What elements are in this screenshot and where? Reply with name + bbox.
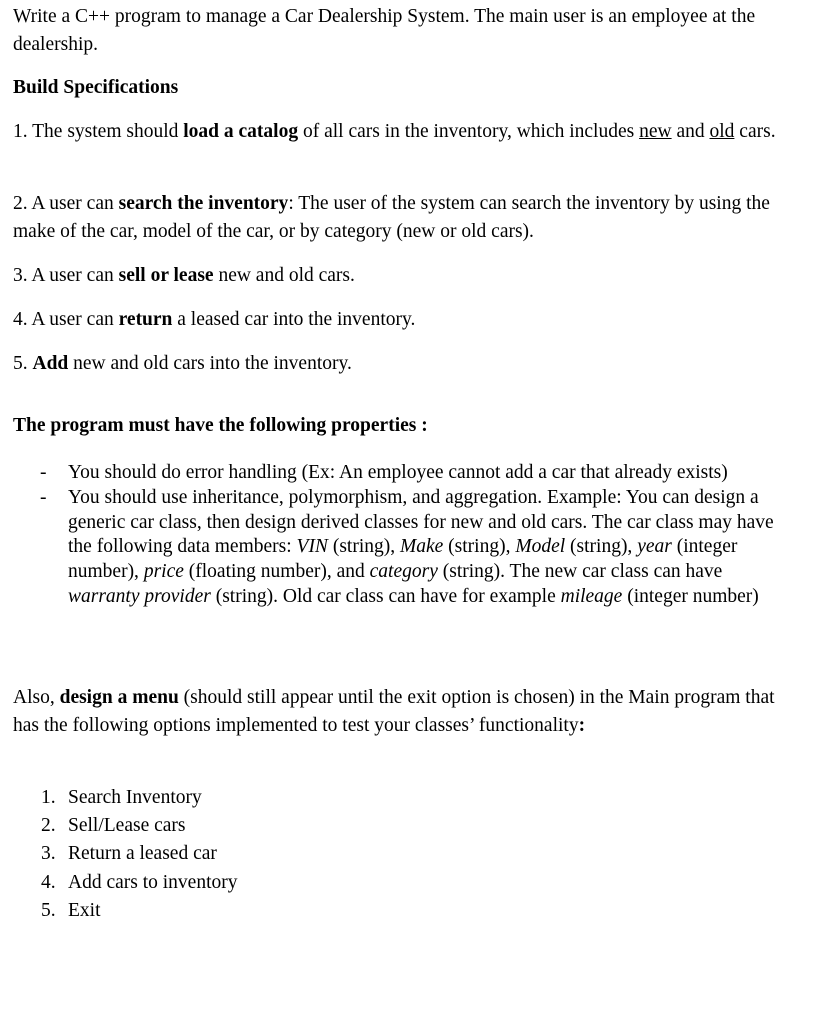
menu-option-number: 2. [41,815,56,837]
menu-option-label: Sell/Lease cars [68,815,186,837]
field-mileage: mileage [560,585,623,607]
spec-text: : The user of the system can search the inventory by using the make of the car, model of the car, or by category (new or old cars). [13,193,770,242]
property-text: You should use inheritance, polymorphism, and aggregation. Example: You can design a generic car class, then design derived classes for new and old cars. The car class may have the following data members: [68,486,774,558]
properties-list [40,461,780,610]
field-vin: VIN [296,536,328,558]
spec-number: 1. [13,121,28,142]
spec-emphasis: sell or lease [118,265,214,286]
spec-underlined: old [709,121,735,142]
menu-option-number: 1. [41,787,56,808]
menu-option-number: 5. [41,899,56,921]
spec-emphasis: Add [32,353,69,374]
spec-text: The system should [27,121,184,142]
property-item-2 [40,486,780,610]
build-specifications-heading: Build Specifications [13,77,179,98]
spec-emphasis: search the inventory [118,193,289,214]
spec-emphasis: load a catalog [183,121,299,142]
field-model: Model [515,536,566,558]
property-text: (integer number), [68,536,738,583]
menu-intro-emphasis: design a menu [59,687,179,708]
menu-option-search-inventory [41,784,238,812]
property-text: (integer number) [622,585,759,607]
intro-text: Write a C++ program to manage a Car Dealership System. The main user is an employee at the dealership. [13,6,756,55]
intro-paragraph [13,3,798,59]
spec-text: cars. [734,121,776,142]
menu-options-list [41,784,238,925]
spec-underlined: new [639,121,672,142]
property-text: (string). The new car class can have [437,561,723,583]
menu-option-exit [41,897,238,925]
menu-option-number: 4. [41,871,56,893]
spec-number: 2. [13,193,28,214]
field-price: price [143,561,184,583]
property-item-1 [40,461,780,486]
spec-emphasis: return [118,309,173,330]
dash-bullet: - [40,486,47,508]
dash-bullet: - [40,462,47,483]
spec-text: a leased car into the inventory. [172,309,416,330]
menu-option-label: Return a leased car [68,843,217,865]
property-text: You should do error handling (Ex: An employee cannot add a car that already exists) [68,462,728,483]
menu-option-label: Add cars to inventory [68,871,238,893]
spec-text: new and old cars. [213,265,355,286]
menu-intro-paragraph [13,684,798,740]
menu-option-number: 3. [41,843,56,865]
spec-number: 3. [13,265,28,286]
spec-text: A user can [27,265,119,286]
field-warranty-provider: warranty provider [68,585,211,607]
property-text: (string), [327,536,400,558]
spec-text: of all cars in the inventory, which includes [298,121,640,142]
spec-number: 5. [13,353,28,374]
menu-option-label: Search Inventory [68,787,202,808]
field-year: year [637,536,672,558]
menu-option-label: Exit [68,899,101,921]
spec-item-2 [13,190,798,246]
spec-text: A user can [27,309,119,330]
property-text: (floating number), and [183,561,370,583]
spec-item-1 [13,118,798,146]
menu-option-sell-lease [41,812,238,840]
field-category: category [369,561,438,583]
spec-text: A user can [27,193,119,214]
menu-option-add-cars [41,869,238,897]
property-text: (string), [565,536,638,558]
spec-item-3 [13,262,798,290]
property-text: (string), [443,536,516,558]
spec-number: 4. [13,309,28,330]
spec-item-4 [13,306,798,334]
spec-text: new and old cars into the inventory. [68,353,352,374]
properties-heading: The program must have the following properties : [13,415,428,436]
menu-option-return-leased [41,840,238,868]
spec-item-5 [13,350,798,378]
spec-text: and [671,121,710,142]
field-make: Make [399,536,444,558]
menu-intro-text: Also, [13,687,60,708]
menu-intro-text: (should still appear until the exit option is chosen) in the Main program that has the following options implemented to test your classes’ functionality [13,687,775,736]
property-text: (string). Old car class can have for example [210,585,561,607]
menu-intro-colon: : [578,715,586,736]
